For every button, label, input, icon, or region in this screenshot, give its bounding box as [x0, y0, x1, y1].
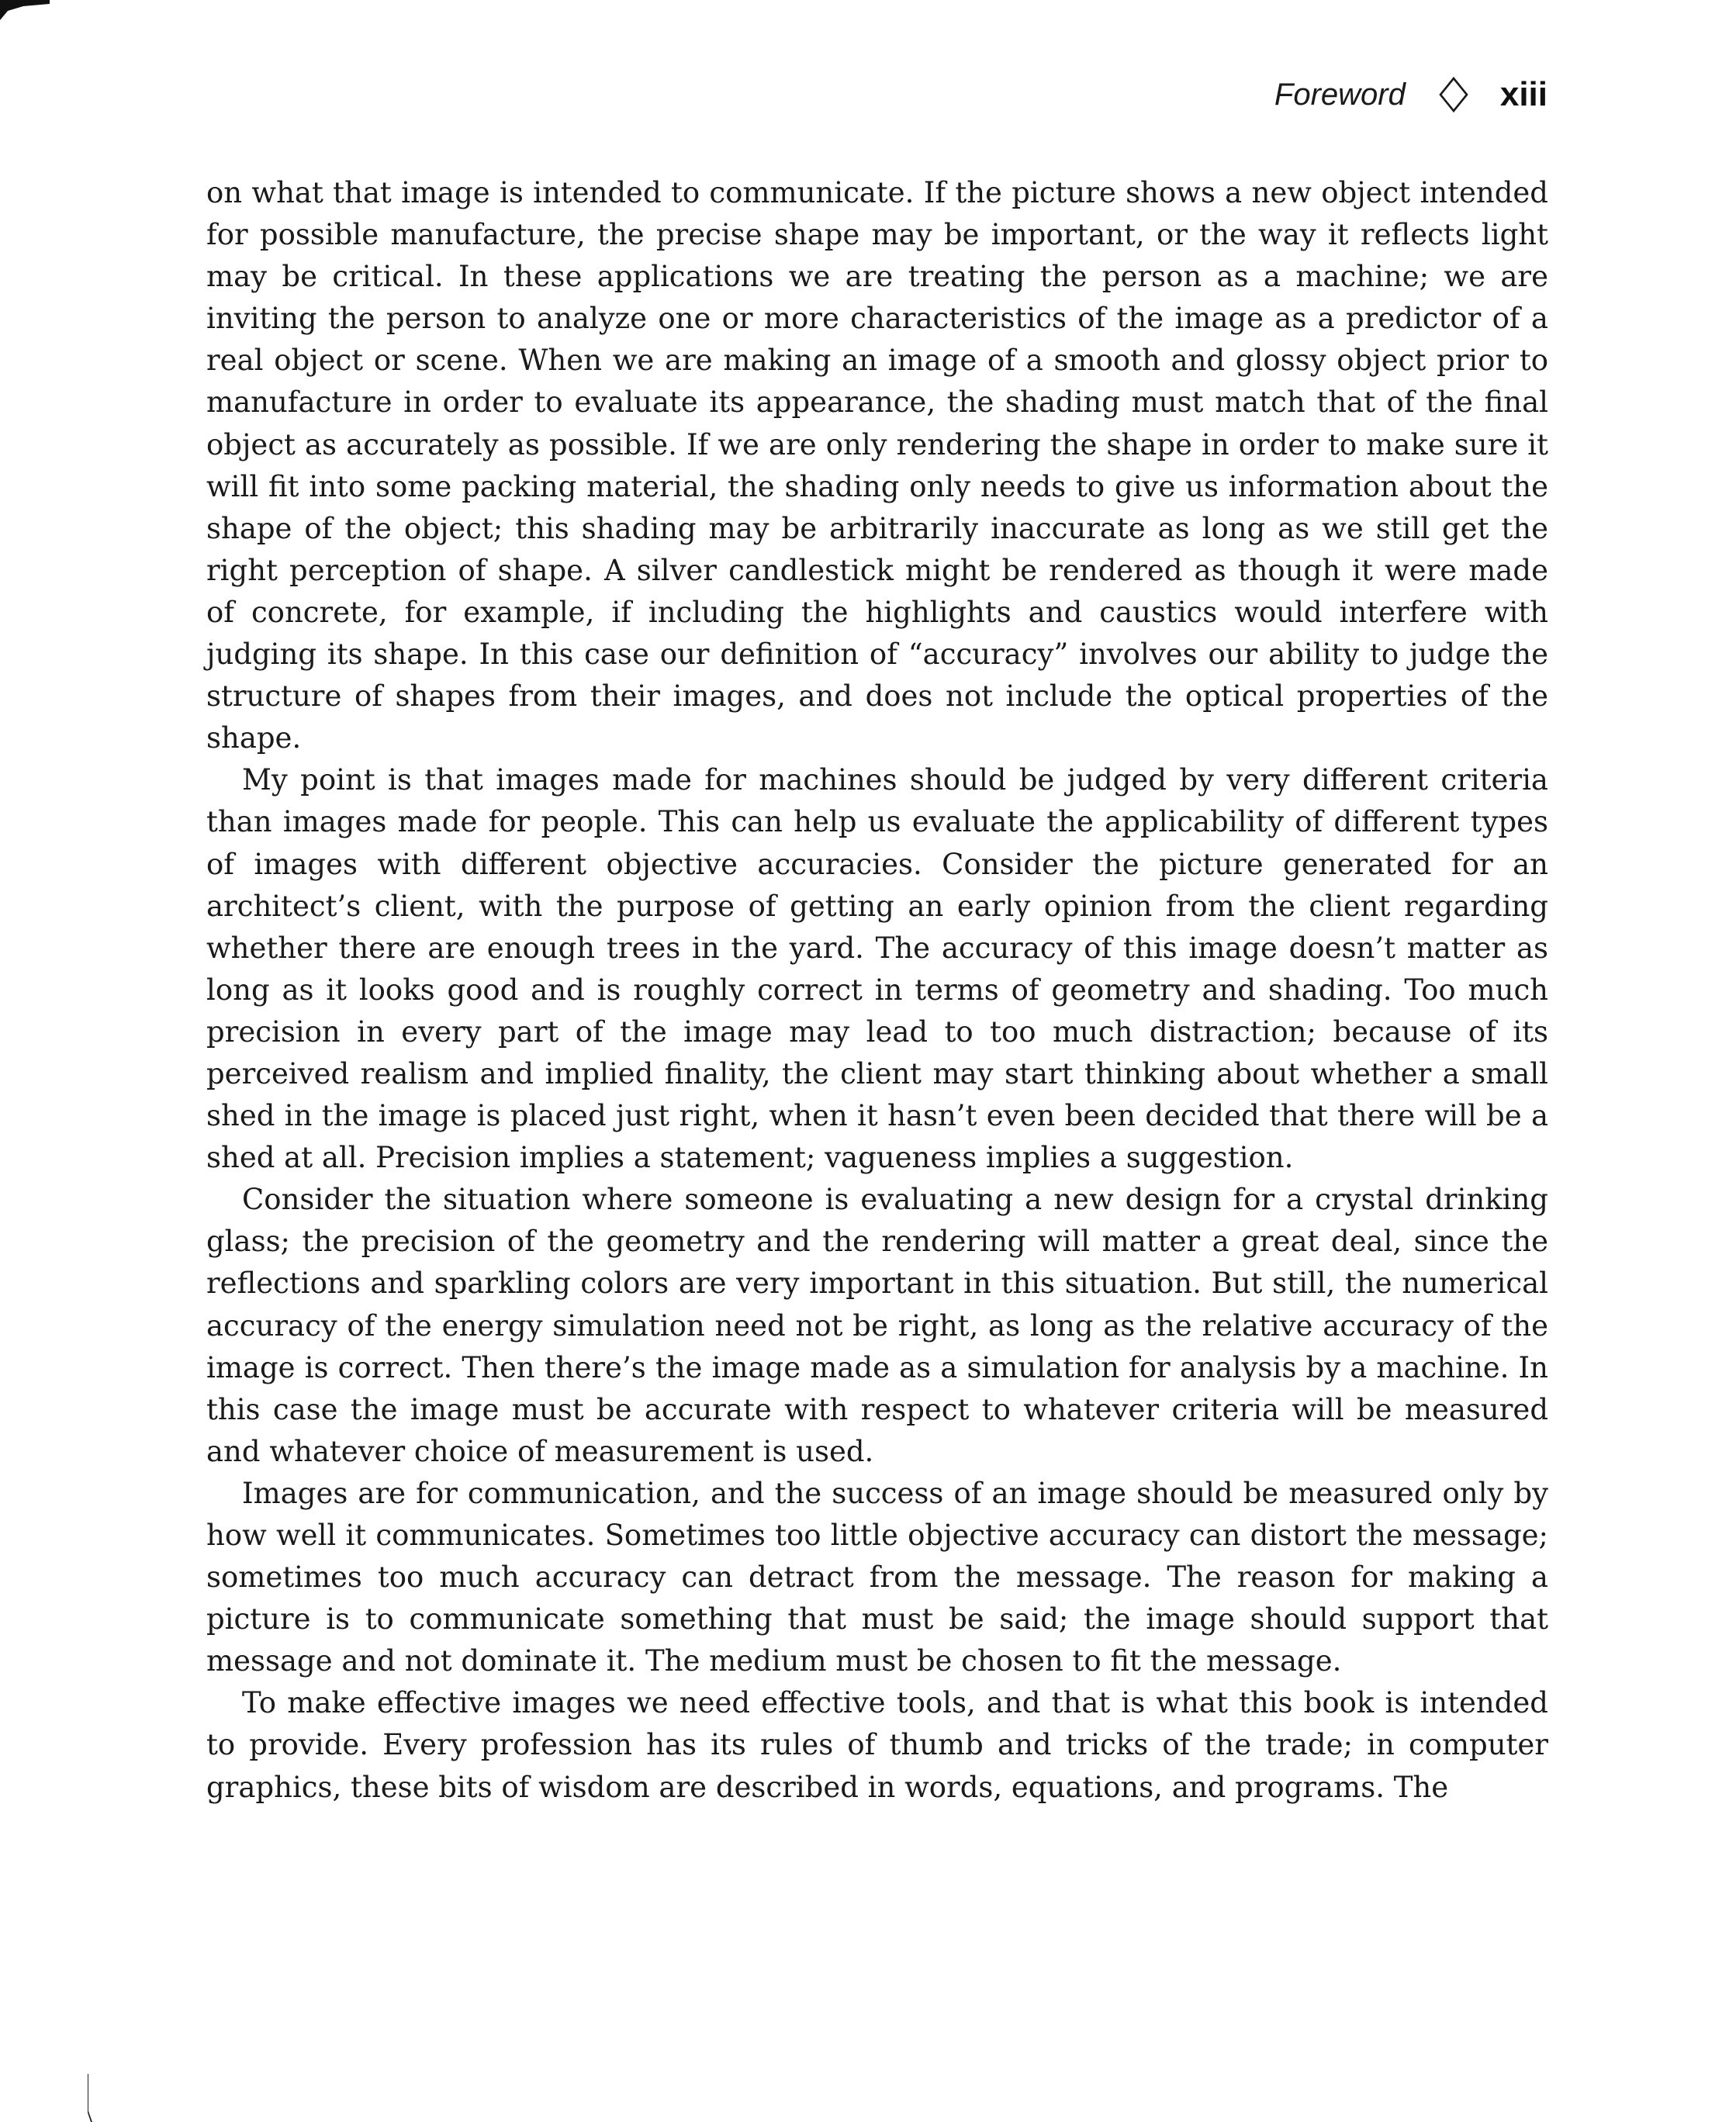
- paragraph-continued: on what that image is intended to communicate. If the picture shows a new object intended for possible manufacture, the precise shape may be important, or the way it reflects light may be critical. In these applications we are treating the person as a machine; we are inviting the person to analyze one or more characteristics of the image as a predictor of a real object or scene. When we are making an image of a smooth and glossy object prior to manufacture in order to evaluate its appearance, the shading must match that of the final object as accurately as possible. If we are only rendering the shape in order to make sure it will fit into some packing material, the shading only needs to give us information about the shape of the object; this shading may be arbitrarily inaccurate as long as we still get the right perception of shape. A silver candlestick might be rendered as though it were made of concrete, for example, if including the highlights and caustics would interfere with judging its shape. In this case our definition of “accuracy” involves our ability to judge the structure of shapes from their images, and does not include the optical properties of the shape.: [206, 176, 1548, 755]
- scan-edge-mark: [85, 2074, 93, 2122]
- page-number: xiii: [1499, 75, 1548, 113]
- running-title: Foreword: [1274, 77, 1406, 112]
- paragraph: To make effective images we need effective tools, and that is what this book is intended to provide. Every profession has its rules of thumb and tricks of the trade; in computer graphics, these bits of wisdom are described in words, equations, and programs. The: [206, 1686, 1548, 1804]
- diamond-outline-icon: [1438, 76, 1469, 113]
- running-head: [1274, 71, 1548, 118]
- paragraph: My point is that images made for machines should be judged by very different criteria than images made for people. This can help us evaluate the applicability of different types of images with different objective accuracies. Consider the picture generated for an architect’s client, with the purpose of getting an early opinion from the client regarding whether there are enough trees in the yard. The accuracy of this image doesn’t matter as long as it looks good and is roughly correct in terms of geometry and shading. Too much precision in every part of the image may lead to too much distraction; because of its perceived realism and implied finality, the client may start thinking about whether a small shed in the image is placed just right, when it hasn’t even been decided that there will be a shed at all. Precision implies a statement; vagueness implies a suggestion.: [206, 763, 1548, 1175]
- paragraph: Images are for communication, and the success of an image should be measured only by how well it communicates. Sometimes too little objective accuracy can distort the message; sometimes too much accuracy can detract from the message. The reason for making a picture is to communicate something that must be said; the image should support that message and not dominate it. The medium must be chosen to fit the message.: [206, 1476, 1548, 1678]
- body-text: [206, 172, 1548, 1809]
- paragraph: Consider the situation where someone is evaluating a new design for a crystal drinking glass; the precision of the geometry and the rendering will matter a great deal, since the reflections and sparkling colors are very important in this situation. But still, the numerical accuracy of the energy simulation need not be right, as long as the relative accuracy of the image is correct. Then there’s the image made as a simulation for analysis by a machine. In this case the image must be accurate with respect to whatever criteria will be measured and whatever choice of measurement is used.: [206, 1183, 1548, 1468]
- scan-corner-mark: [0, 0, 50, 23]
